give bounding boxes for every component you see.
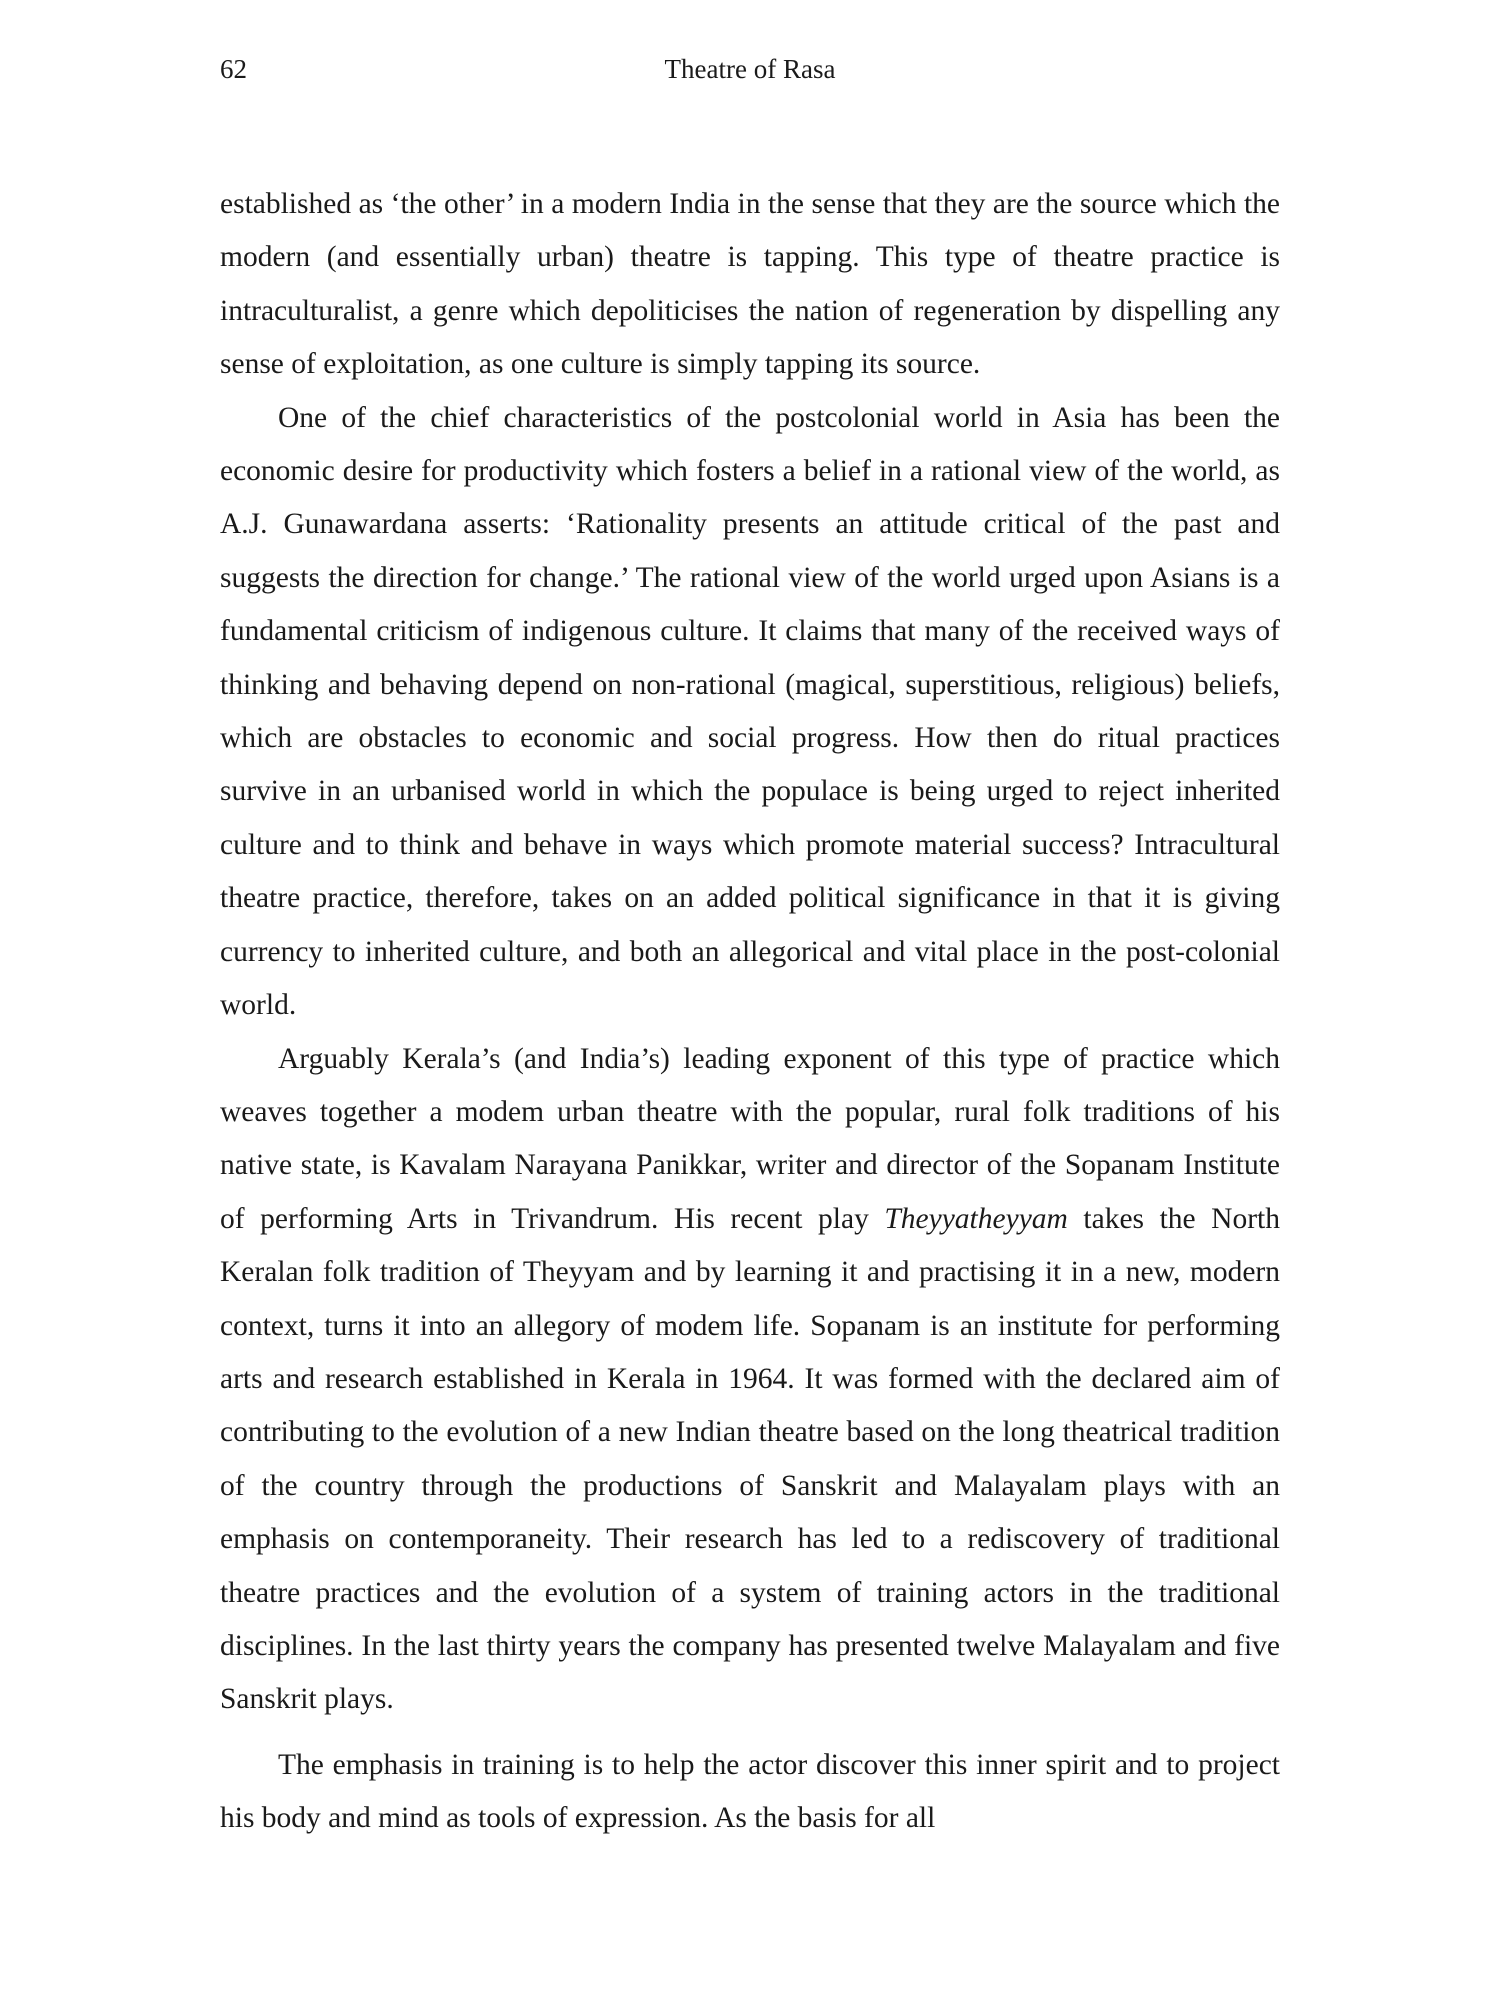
- paragraph-4: The emphasis in training is to help the actor discover this inner spirit and to project his body and mind as tools of expression. As the basis for all: [220, 1748, 1280, 1835]
- paragraph-3-part-1: Arguably Kerala’s (and India’s) leading exponent of this type of practice which weaves together a modem urban theatre with the popular, rural folk traditions of his native state, is Kavalam Narayana Panikkar, writer and director of the Sopanam Institute of performing Arts in Trivandrum. His recent play: [220, 1042, 1280, 1235]
- paragraph-3: [220, 1033, 1280, 1727]
- paragraph-3-part-2: takes the North Keralan folk tradition of Theyyam and by learning it and practising it in a new, modern context, turns it into an allegory of modem life. Sopanam is an institute for performing arts and research established in Kerala in 1964. It was formed with the declared aim of contributing to the evolution of a new Indian theatre based on the long theatrical tradition of the country through the productions of Sanskrit and Malayalam plays with an emphasis on contemporaneity. Their research has led to a rediscovery of traditional theatre practices and the evolution of a system of training actors in the traditional disciplines. In the last thirty years the company has presented twelve Malayalam and five Sanskrit plays.: [220, 1202, 1280, 1716]
- running-title: Theatre of Rasa: [664, 54, 836, 84]
- body-text: [220, 178, 1280, 1846]
- page-number: 62: [220, 54, 247, 84]
- play-title: Theyyatheyyam: [884, 1202, 1068, 1235]
- paragraph-1: established as ‘the other’ in a modern India in the sense that they are the source which the modern (and essentially urban) theatre is tapping. This type of theatre practice is intraculturalist, a genre which depoliticises the nation of regeneration by dispelling any sense of exploitation, as one culture is simply tapping its source.: [220, 188, 1280, 381]
- paragraph-2: One of the chief characteristics of the postcolonial world in Asia has been the economic desire for productivity which fosters a belief in a rational view of the world, as A.J. Gunawardana asserts: ‘Rationality presents an attitude critical of the past and suggests the direction for change.’ The rational view of the world urged upon Asians is a fundamental criticism of indigenous culture. It claims that many of the received ways of thinking and behaving depend on non-rational (magical, superstitious, religious) beliefs, which are obstacles to economic and social progress. How then do ritual practices survive in an urbanised world in which the populace is being urged to reject inherited culture and to think and behave in ways which promote material success? Intracultural theatre practice, therefore, takes on an added political significance in that it is giving currency to inherited culture, and both an allegorical and vital place in the post-colonial world.: [220, 401, 1280, 1022]
- page-header: [220, 54, 1280, 94]
